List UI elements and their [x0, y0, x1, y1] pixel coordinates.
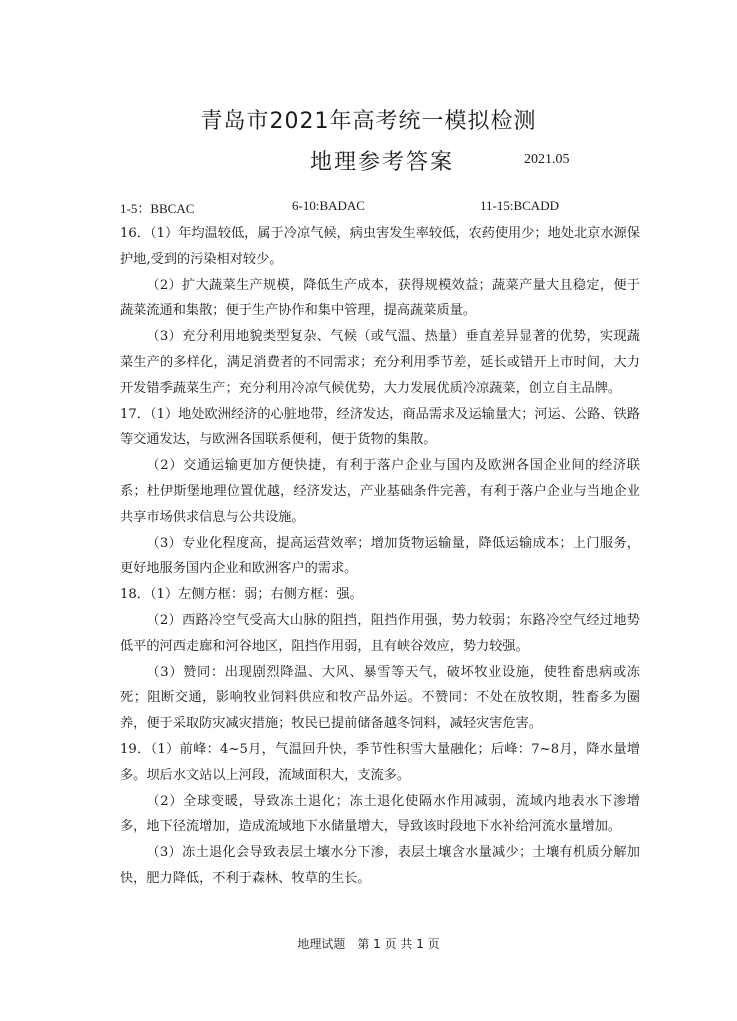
answer-paragraph: （3）充分利用地貌类型复杂、气候（或气温、热量）垂直差异显著的优势，实现蔬菜生产的多样化，满足消费者的不同需求；充分利用季节差，延长或错开上市时间，大力开发错季蔬菜生产；充分利用冷凉气候优势，大力发展优质冷凉蔬菜，创立自主品牌。 [120, 329, 640, 396]
document-title: 青岛市2021年高考统一模拟检测 [200, 109, 537, 134]
answer-paragraph: 16．（1）年均温较低，属于冷凉气候，病虫害发生率较低，农药使用少；地处北京水源保护地,受到的污染相对较少。 [120, 226, 640, 267]
answer-paragraph: 17．（1）地处欧洲经济的心脏地带，经济发达，商品需求及运输量大；河运、公路、铁路等交通发达，与欧洲各国联系便利，便于货物的集散。 [120, 406, 640, 448]
answers-1-5: 1-5：BBCAC [120, 201, 195, 216]
answers-11-15: 11-15:BCADD [480, 198, 559, 213]
answer-paragraph: （3）冻土退化会导致表层土壤水分下渗，表层土壤含水量减少；土壤有机质分解加快，肥力降低，不利于森林、牧草的生长。 [120, 845, 640, 886]
multiple-choice-answers [120, 198, 640, 218]
answers-6-10: 6-10:BADAC [292, 198, 365, 213]
answer-paragraph: （2）扩大蔬菜生产规模，降低生产成本，获得规模效益；蔬菜产量大且稳定，便于蔬菜流通和集散；便于生产协作和集中管理，提高蔬菜质量。 [120, 277, 640, 319]
answer-paragraph: 19．（1）前峰：4~5月，气温回升快，季节性积雪大量融化；后峰：7~8月，降水量增多。坝后水文站以上河段，流域面积大，支流多。 [120, 741, 640, 783]
answer-content [120, 221, 640, 892]
answer-paragraph: （2）全球变暖，导致冻土退化；冻土退化使隔水作用减弱，流域内地表水下渗增多，地下径流增加，造成流域地下水储量增大，导致该时段地下水补给河流水量增加。 [120, 793, 640, 835]
answer-paragraph: （3）专业化程度高，提高运营效率；增加货物运输量，降低运输成本；上门服务，更好地服务国内企业和欧洲客户的需求。 [120, 535, 640, 577]
answer-paragraph: （2）交通运输更加方便快捷，有利于落户企业与国内及欧洲各国企业间的经济联系；杜伊斯堡地理位置优越，经济发达，产业基础条件完善，有利于落户企业与当地企业共享市场供求信息与公共设施。 [120, 458, 640, 525]
answer-paragraph: 18．（1）左侧方框：弱；右侧方框：强。 [120, 587, 363, 603]
document-subtitle: 地理参考答案 [310, 150, 455, 175]
subtitle-row [0, 145, 737, 179]
page-footer: 地理试题 第 1 页 共 1 页 [297, 937, 440, 951]
answer-paragraph: （3）赞同：出现剧烈降温、大风、暴雪等天气，破坏牧业设施，使牲畜患病或冻死；阻断交通，影响牧业饲料供应和牧产品外运。不赞同：不处在放牧期，牲畜多为圈养，便于采取防灾减灾措施；牧民已提前储备越冬饲料，减轻灾害危害。 [120, 664, 640, 732]
answer-paragraph: （2）西路冷空气受高大山脉的阻挡，阻挡作用强，势力较弱；东路冷空气经过地势低平的河西走廊和河谷地区，阻挡作用弱，且有峡谷效应，势力较强。 [120, 612, 640, 654]
document-date: 2021.05 [524, 152, 570, 167]
